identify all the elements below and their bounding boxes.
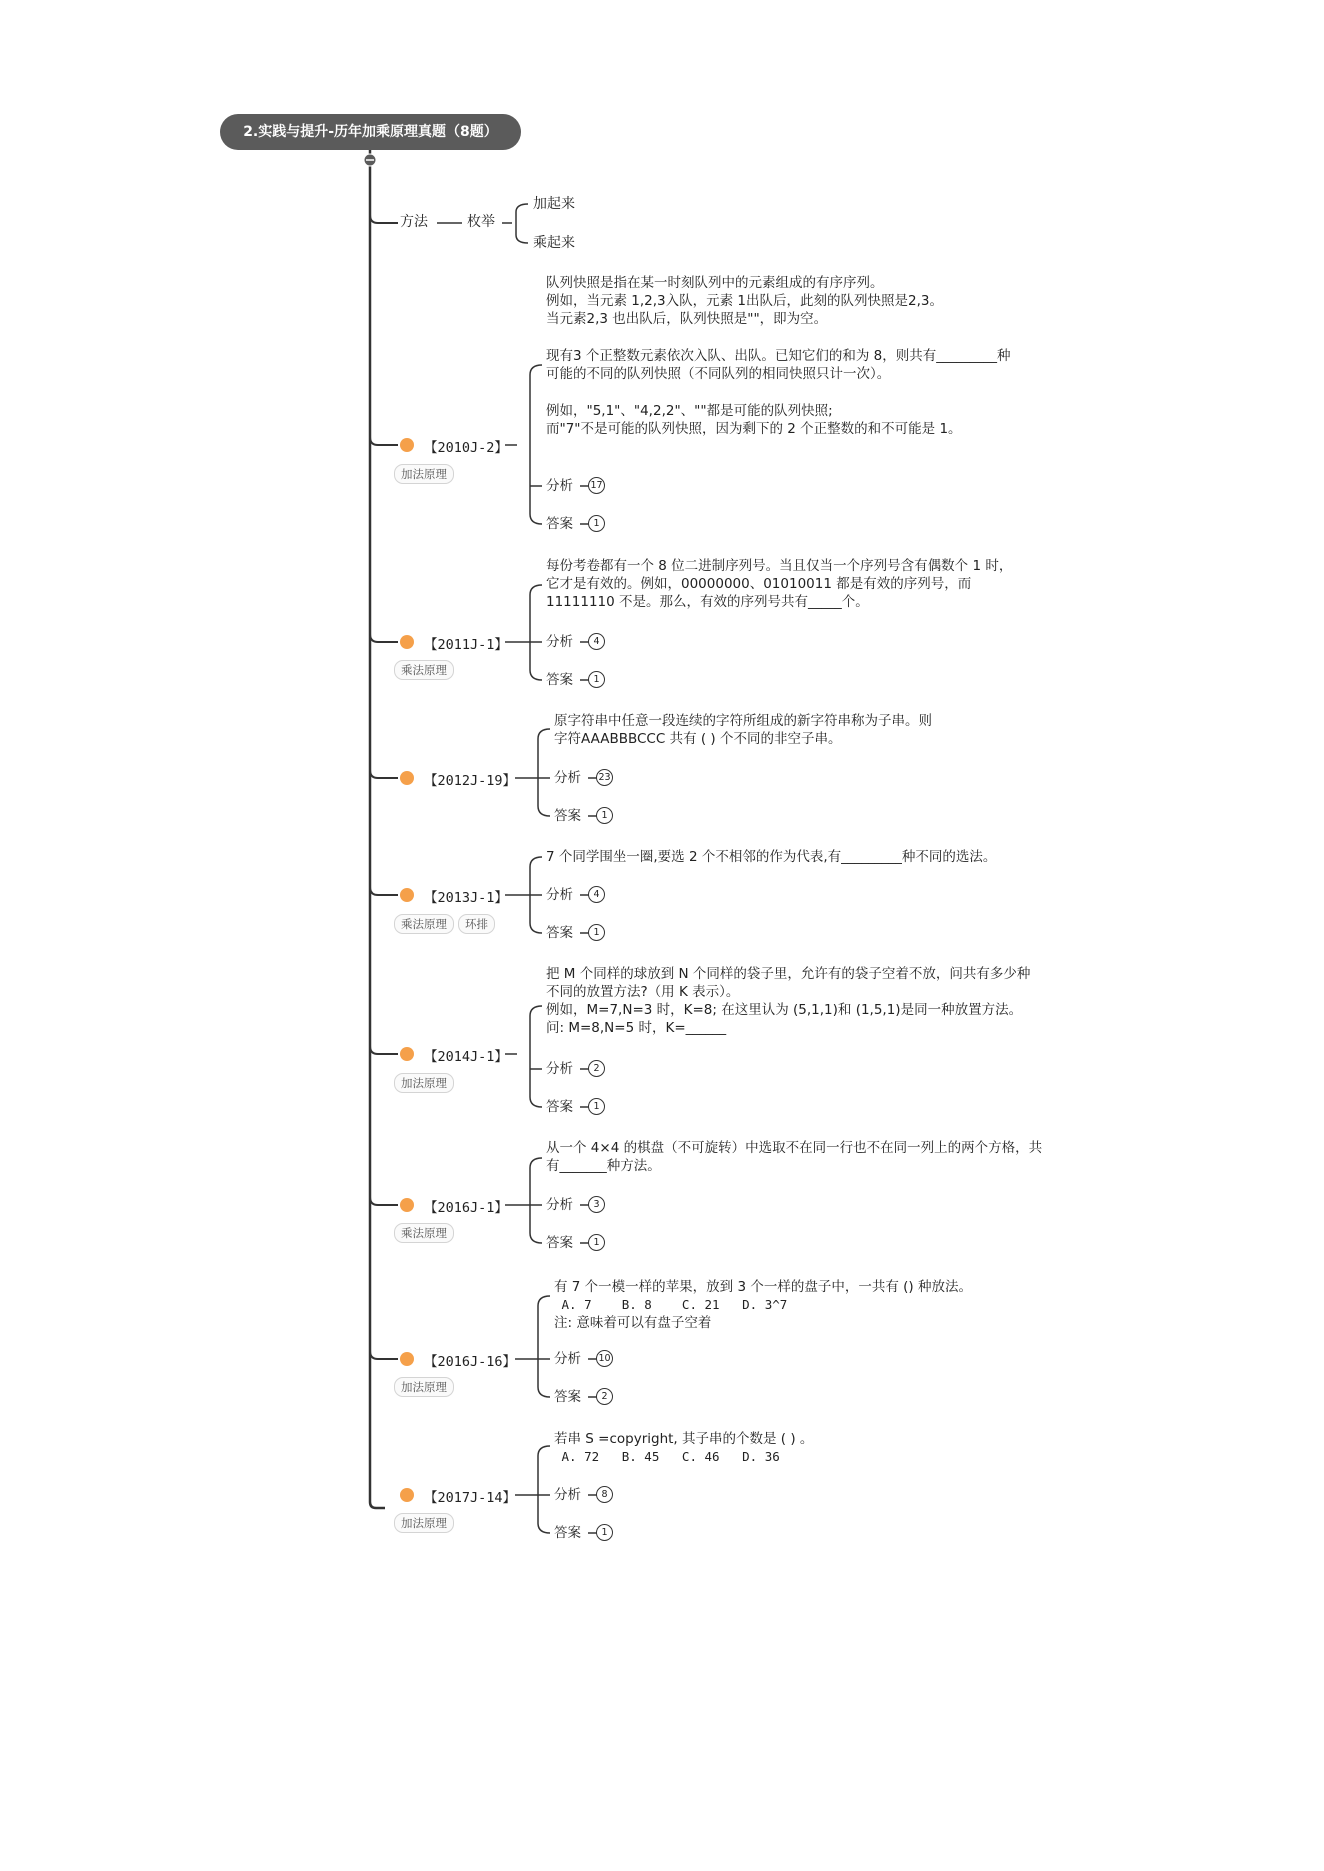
q1-tag-add: 加法原理	[394, 464, 454, 484]
q1-label[interactable]: 【2010J-2】	[424, 440, 508, 456]
q4-branch-line	[370, 887, 398, 895]
q2-marker-icon	[400, 635, 414, 649]
q7-analysis-label[interactable]: 分析	[554, 1351, 581, 1367]
q1-text-line-2: 例如，当元素 1,2,3入队，元素 1出队后，此刻的队列快照是2,3。	[546, 293, 943, 309]
q3-bracket	[538, 729, 550, 816]
q8-text-line-1: 若串 S =copyright, 其子串的个数是 ( ) 。	[554, 1431, 814, 1447]
q6-text-line-1: 从一个 4×4 的棋盘（不可旋转）中选取不在同一行也不在同一列上的两个方格，共	[546, 1140, 1043, 1156]
q3-label[interactable]: 【2012J-19】	[424, 773, 517, 789]
q3-analysis-label[interactable]: 分析	[554, 770, 581, 786]
q7-note-line: 注: 意味着可以有盘子空着	[554, 1315, 712, 1331]
q8-bracket	[538, 1446, 550, 1533]
q1-analysis-count[interactable]: 17	[588, 477, 605, 494]
q8-analysis-label[interactable]: 分析	[554, 1487, 581, 1503]
q2-answer-label[interactable]: 答案	[546, 672, 573, 688]
q8-answer-label[interactable]: 答案	[554, 1525, 581, 1541]
q5-answer-label[interactable]: 答案	[546, 1099, 573, 1115]
q1-bracket	[530, 365, 542, 524]
q2-analysis-count[interactable]: 4	[588, 633, 605, 650]
q5-answer-count[interactable]: 1	[588, 1098, 605, 1115]
q3-answer-count[interactable]: 1	[596, 807, 613, 824]
q1-analysis-label[interactable]: 分析	[546, 478, 573, 494]
q1-text-line-9: 而"7"不是可能的队列快照，因为剩下的 2 个正整数的和不可能是 1。	[546, 421, 962, 437]
q6-bracket	[530, 1158, 542, 1243]
q5-label[interactable]: 【2014J-1】	[424, 1049, 508, 1065]
q2-bracket	[530, 585, 542, 680]
q1-answer-count[interactable]: 1	[588, 515, 605, 532]
q8-marker-icon	[400, 1488, 414, 1502]
root-topic[interactable]: 2.实践与提升-历年加乘原理真题（8题）	[220, 114, 521, 150]
q3-text-line-1: 原字符串中任意一段连续的字符所组成的新字符串称为子串。则	[554, 713, 932, 729]
q6-analysis-count[interactable]: 3	[588, 1196, 605, 1213]
q7-answer-label[interactable]: 答案	[554, 1389, 581, 1405]
q5-text-line-3: 例如，M=7,N=3 时，K=8; 在这里认为 (5,1,1)和 (1,5,1)是同一种放置方法。	[546, 1002, 1023, 1018]
q7-branch-line	[370, 1351, 398, 1359]
q5-text-line-2: 不同的放置方法?（用 K 表示）。	[546, 984, 740, 1000]
q6-branch-line	[370, 1197, 398, 1205]
q4-marker-icon	[400, 888, 414, 902]
q6-label[interactable]: 【2016J-1】	[424, 1200, 508, 1216]
q2-analysis-label[interactable]: 分析	[546, 634, 573, 650]
q7-analysis-count[interactable]: 10	[596, 1350, 613, 1367]
q1-text-line-1: 队列快照是指在某一时刻队列中的元素组成的有序序列。	[546, 275, 884, 291]
q6-answer-label[interactable]: 答案	[546, 1235, 573, 1251]
q7-text-line-1: 有 7 个一模一样的苹果，放到 3 个一样的盘子中，一共有 () 种放法。	[554, 1279, 972, 1295]
q7-options-line: A. 7 B. 8 C. 21 D. 3^7	[554, 1297, 788, 1312]
q6-text-line-2: 有_______种方法。	[546, 1158, 661, 1174]
q7-bracket	[538, 1296, 550, 1397]
q1-text-line-6: 可能的不同的队列快照（不同队列的相同快照只计一次）。	[546, 366, 891, 382]
q3-answer-label[interactable]: 答案	[554, 808, 581, 824]
q1-answer-label[interactable]: 答案	[546, 516, 573, 532]
q4-label[interactable]: 【2013J-1】	[424, 890, 508, 906]
q8-tag-add: 加法原理	[394, 1513, 454, 1533]
q2-text-line-3: 11111110 不是。那么，有效的序列号共有_____个。	[546, 594, 869, 610]
q5-marker-icon	[400, 1047, 414, 1061]
q4-analysis-label[interactable]: 分析	[546, 887, 573, 903]
q1-text-line-8: 例如，"5,1"、"4,2,2"、""都是可能的队列快照;	[546, 403, 833, 419]
q7-marker-icon	[400, 1352, 414, 1366]
q1-marker-icon	[400, 438, 414, 452]
q2-branch-line	[370, 634, 398, 642]
q5-branch-line	[370, 1046, 398, 1054]
q2-answer-count[interactable]: 1	[588, 671, 605, 688]
q4-answer-label[interactable]: 答案	[546, 925, 573, 941]
q6-tag-multiply: 乘法原理	[394, 1223, 454, 1243]
q6-analysis-label[interactable]: 分析	[546, 1197, 573, 1213]
q1-text-line-3: 当元素2,3 也出队后，队列快照是""，即为空。	[546, 311, 828, 327]
q5-analysis-label[interactable]: 分析	[546, 1061, 573, 1077]
q8-answer-count[interactable]: 1	[596, 1524, 613, 1541]
q3-marker-icon	[400, 771, 414, 785]
q4-text-line-1: 7 个同学围坐一圈,要选 2 个不相邻的作为代表,有_________种不同的选法。	[546, 849, 997, 865]
method-bracket	[516, 204, 528, 243]
q6-answer-count[interactable]: 1	[588, 1234, 605, 1251]
q8-label[interactable]: 【2017J-14】	[424, 1490, 517, 1506]
q3-text-line-2: 字符AAABBBCCC 共有 ( ) 个不同的非空子串。	[554, 731, 842, 747]
q7-label[interactable]: 【2016J-16】	[424, 1354, 517, 1370]
method-enumerate-label[interactable]: 枚举	[467, 214, 495, 230]
q5-tag-add: 加法原理	[394, 1073, 454, 1093]
q2-tag-multiply: 乘法原理	[394, 660, 454, 680]
main-trunk-line	[370, 150, 385, 1508]
method-branch-line	[370, 215, 398, 223]
q5-text-line-1: 把 M 个同样的球放到 N 个同样的袋子里，允许有的袋子空着不放，问共有多少种	[546, 966, 1031, 982]
q7-tag-add: 加法原理	[394, 1377, 454, 1397]
q5-text-line-4: 问: M=8,N=5 时，K=______	[546, 1020, 727, 1036]
q4-tag-multiply: 乘法原理	[394, 914, 454, 934]
q6-marker-icon	[400, 1198, 414, 1212]
method-label[interactable]: 方法	[400, 214, 428, 230]
method-multiply-label[interactable]: 乘起来	[533, 235, 575, 251]
q1-branch-line	[370, 437, 398, 445]
q8-options-line: A. 72 B. 45 C. 46 D. 36	[554, 1449, 780, 1464]
q7-answer-count[interactable]: 2	[596, 1388, 613, 1405]
q2-text-line-2: 它才是有效的。例如，00000000、01010011 都是有效的序列号，而	[546, 576, 972, 592]
q1-text-line-5: 现有3 个正整数元素依次入队、出队。已知它们的和为 8，则共有_________种	[546, 348, 1011, 364]
q2-text-line-1: 每份考卷都有一个 8 位二进制序列号。当且仅当一个序列号含有偶数个 1 时，	[546, 558, 1013, 574]
q5-bracket	[530, 1006, 542, 1107]
q4-answer-count[interactable]: 1	[588, 924, 605, 941]
q3-analysis-count[interactable]: 23	[596, 769, 613, 786]
q8-analysis-count[interactable]: 8	[596, 1486, 613, 1503]
q3-branch-line	[370, 770, 398, 778]
q4-analysis-count[interactable]: 4	[588, 886, 605, 903]
q4-tag-circular: 环排	[458, 914, 495, 934]
method-add-label[interactable]: 加起来	[533, 196, 575, 212]
q2-label[interactable]: 【2011J-1】	[424, 637, 508, 653]
q5-analysis-count[interactable]: 2	[588, 1060, 605, 1077]
